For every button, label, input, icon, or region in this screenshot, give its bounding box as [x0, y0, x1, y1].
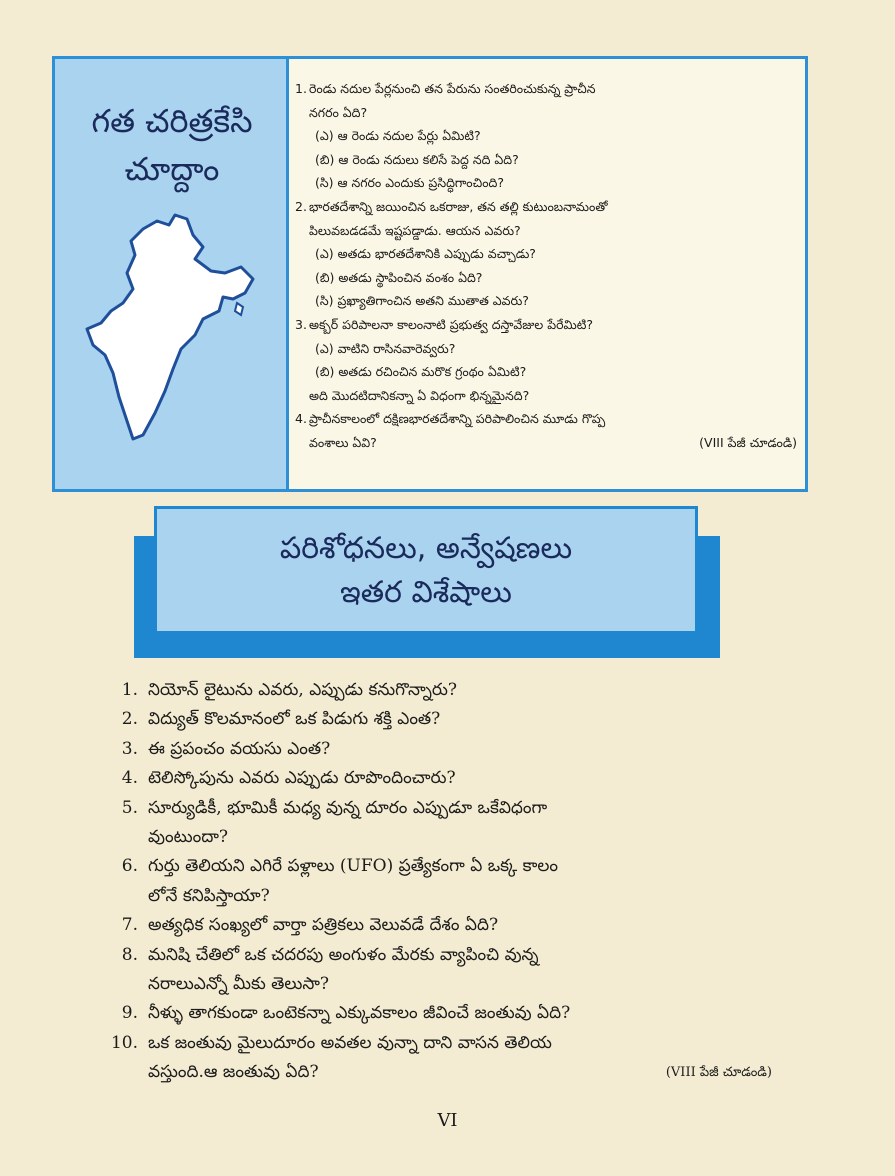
list-item-number: 7.: [121, 915, 138, 936]
banner-title-line: పరిశోధనలు, అన్వేషణలు: [279, 531, 573, 566]
banner-title-line: ఇతర విశేషాలు: [340, 575, 512, 610]
list-item-text: నరాలుఎన్నో మీకు తెలుసా?: [148, 974, 329, 995]
list-item: [92, 735, 772, 764]
quiz-line: [295, 407, 797, 431]
quiz-line: [295, 266, 797, 290]
quiz-title-panel: [55, 59, 289, 489]
quiz-title: [55, 97, 289, 193]
quiz-line: [295, 77, 797, 101]
list-item-number: 1.: [121, 680, 138, 700]
quiz-line: [295, 289, 797, 313]
list-item: [92, 1029, 772, 1058]
page-reference: (VIII పేజీ చూడండి): [665, 1065, 772, 1081]
list-item-text: మనిషి చేతిలో ఒక చదరపు అంగుళం మేరకు వ్యాపించి వున్న: [148, 944, 539, 965]
list-item-text: సూర్యుడికీ, భూమికీ మధ్య వున్న దూరం ఎప్పుడూ ఒకేవిధంగా: [148, 797, 548, 818]
list-item-text: నీళ్ళు తాగకుండా ఒంటెకన్నా ఎక్కువకాలం జీవించే జంతువు ఏది?: [148, 1003, 571, 1024]
list-item: [92, 705, 772, 734]
quiz-line-text: అక్బర్ పరిపాలనా కాలంనాటి ప్రభుత్వ దస్తావేజుల పేరేమిటి?: [309, 316, 594, 332]
list-item-text: వస్తుంది.ఆ జంతువు ఏది?: [148, 1062, 319, 1083]
list-item-text: గుర్తు తెలియని ఎగిరే పళ్లాలు (UFO) ప్రత్యేకంగా ఏ ఒక్క కాలం: [148, 856, 559, 877]
quiz-questions: [295, 77, 797, 455]
list-item-number: 8.: [121, 944, 138, 965]
list-item: [92, 999, 772, 1028]
quiz-line: [295, 384, 797, 408]
quiz-question-number: 2.: [295, 198, 307, 214]
list-item: [92, 1058, 772, 1087]
india-map-icon: [83, 207, 263, 487]
quiz-line: [295, 431, 797, 455]
list-item-text: అత్యధిక సంఖ్యలో వార్తా పత్రికలు వెలువడే దేశం ఏది?: [148, 915, 499, 936]
quiz-line-text: రెండు నదుల పేర్లనుంచి తన పేరును సంతరించుకున్న ప్రాచీన: [309, 81, 596, 96]
quiz-line: [295, 101, 797, 125]
list-item-text: వుంటుందా?: [148, 827, 229, 848]
list-item-number: 2.: [121, 709, 138, 730]
quiz-line: [295, 148, 797, 172]
list-item: [92, 970, 772, 999]
list-item-text: ఈ ప్రపంచం వయసు ఎంత?: [148, 738, 331, 759]
quiz-line: [295, 124, 797, 148]
quiz-line-text: (ఎ) అతడు భారతదేశానికి ఎప్పుడు వచ్చాడు?: [315, 246, 536, 262]
quiz-line: [295, 337, 797, 361]
quiz-line-text: (ఎ) వాటిని రాసినవారెవ్వరు?: [315, 340, 456, 356]
quiz-line-text: (సి) ప్రఖ్యాతిగాంచిన అతని ముతాత ఎవరు?: [315, 293, 529, 309]
quiz-line: [295, 195, 797, 219]
list-item-number: 3.: [121, 738, 138, 759]
list-item: [92, 911, 772, 940]
page-reference: (VIII పేజీ చూడండి): [699, 434, 797, 450]
list-item-text: లోనే కనిపిస్తాయా?: [148, 885, 270, 906]
quiz-question-number: 1.: [295, 81, 307, 96]
list-item: [92, 852, 772, 881]
quiz-line-text: భారతదేశాన్ని జయించిన ఒకరాజు, తన తల్లి కుటుంబనామంతో: [309, 198, 608, 214]
quiz-line-text: వంశాలు ఏవి?: [309, 434, 377, 450]
list-item: [92, 676, 772, 705]
quiz-line-text: (బి) అతడు స్థాపించిన వంశం ఏది?: [315, 269, 483, 285]
quiz-line-text: (సి) ఆ నగరం ఎందుకు ప్రసిద్ధిగాంచింది?: [315, 175, 505, 191]
list-item-text: విద్యుత్ కొలమానంలో ఒక పిడుగు శక్తి ఎంత?: [148, 709, 441, 730]
quiz-line: [295, 360, 797, 384]
quiz-question-number: 3.: [295, 316, 307, 332]
quiz-line: [295, 219, 797, 243]
list-item-number: 10.: [110, 1032, 138, 1053]
list-item-text: ఒక జంతువు మైలుదూరం అవతల వున్నా దాని వాసన తెలియ: [148, 1032, 552, 1053]
quiz-title-line: చూద్దాం: [124, 150, 220, 188]
list-item-text: నియోన్ లైటును ఎవరు, ఎప్పుడు కనుగొన్నారు?: [148, 680, 457, 700]
list-item: [92, 941, 772, 970]
list-item: [92, 882, 772, 911]
quiz-line-text: పిలువబడడమే ఇష్టపడ్డాడు. ఆయన ఎవరు?: [309, 222, 521, 238]
quiz-line-text: ప్రాచీనకాలంలో దక్షిణభారతదేశాన్ని పరిపాలించిన మూడు గొప్ప: [309, 411, 606, 427]
quiz-line: [295, 171, 797, 195]
list-item: [92, 764, 772, 793]
quiz-line-text: (బి) అతడు రచించిన మరొక గ్రంథం ఏమిటి?: [315, 364, 527, 380]
quiz-line: [295, 313, 797, 337]
quiz-question-number: 4.: [295, 411, 307, 427]
section-banner: [154, 506, 698, 634]
quiz-line: [295, 242, 797, 266]
quiz-title-line: గత చరిత్రకేసి: [91, 102, 253, 140]
page-number: VI: [437, 1110, 458, 1131]
list-item-number: 6.: [121, 856, 138, 877]
quiz-line-text: (బి) ఆ రెండు నదులు కలిసే పెద్ద నది ఏది?: [315, 151, 519, 167]
list-item-number: 5.: [121, 797, 138, 818]
quiz-box: [52, 56, 808, 492]
list-item-number: 4.: [121, 768, 138, 789]
question-list: [92, 676, 772, 1088]
banner-title: [157, 509, 695, 615]
quiz-line-text: అది మొదటిదానికన్నా ఏ విధంగా భిన్నమైనది?: [309, 387, 530, 403]
list-item: [92, 794, 772, 823]
quiz-line-text: నగరం ఏది?: [309, 104, 368, 120]
list-item: [92, 823, 772, 852]
list-item-text: టెలిస్కోపును ఎవరు ఎప్పుడు రూపొందించారు?: [148, 768, 456, 789]
quiz-line-text: (ఎ) ఆ రెండు నదుల పేర్లు ఏమిటి?: [315, 128, 481, 144]
list-item-number: 9.: [121, 1003, 138, 1024]
